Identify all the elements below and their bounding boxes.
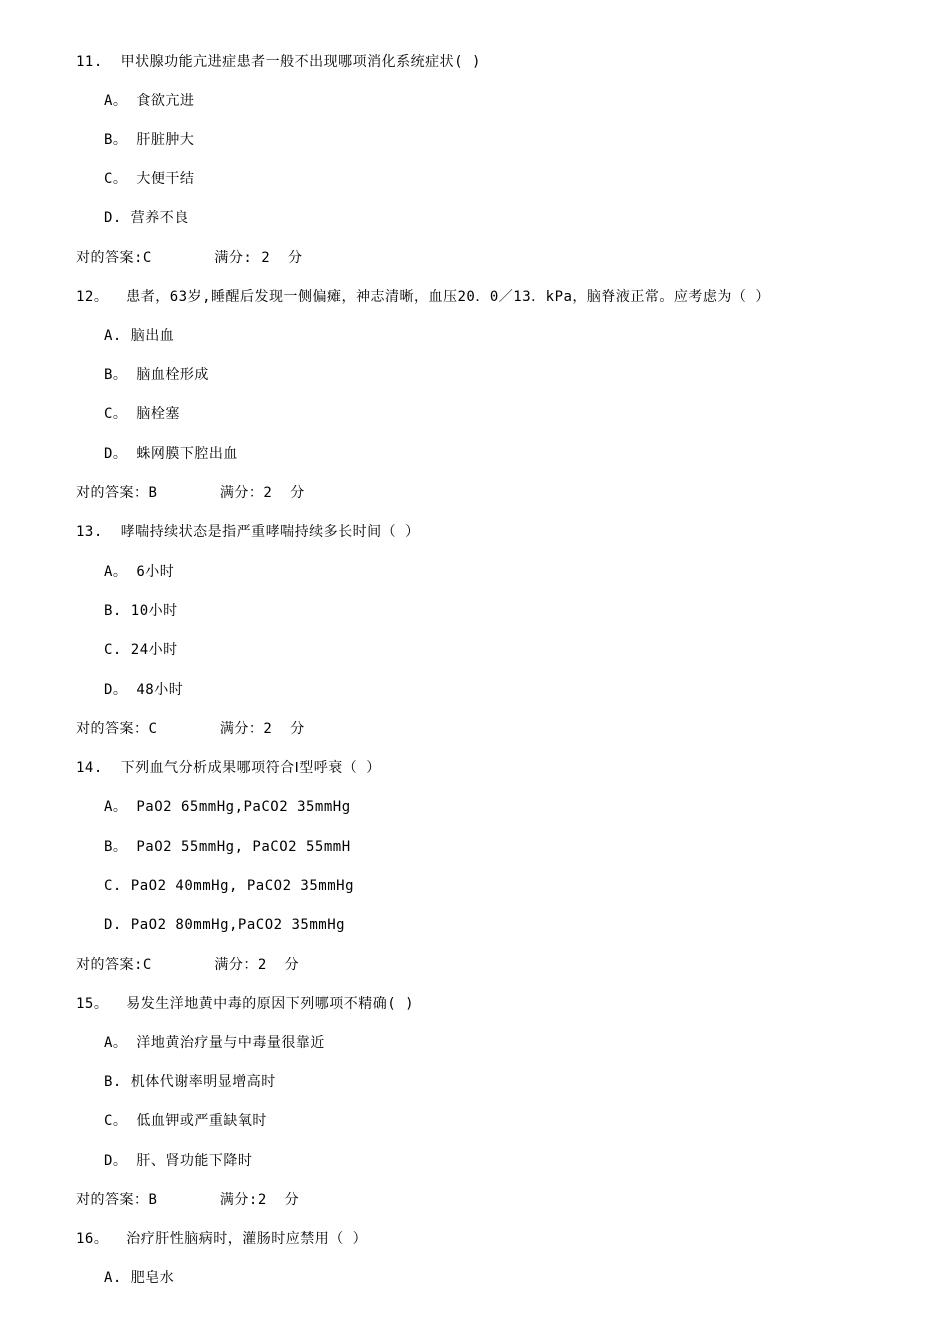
option-a: A. 肥皂水 (104, 1270, 175, 1286)
option-a: A。 洋地黄治疗量与中毒量很靠近 (104, 1035, 325, 1051)
option-a: A。 食欲亢进 (104, 93, 195, 109)
option-a: A. 脑出血 (104, 328, 175, 344)
option-d: D. 营养不良 (104, 210, 189, 226)
question-stem: 11. 甲状腺功能亢进症患者一般不出现哪项消化系统症状( ) (76, 54, 481, 70)
question-stem: 15。 易发生洋地黄中毒的原因下列哪项不精确( ) (76, 996, 414, 1012)
question-stem: 16。 治疗肝性脑病时，灌肠时应禁用（ ） (76, 1231, 368, 1247)
option-a: A。 6小时 (104, 564, 175, 580)
answer-line: 对的答案：C 满分：2 分 (76, 721, 305, 737)
option-b: B。 PaO2 55mmHg, PaCO2 55mmH (104, 839, 351, 855)
answer-line: 对的答案:C 满分：2 分 (76, 957, 300, 973)
option-b: B。 肝脏肿大 (104, 132, 195, 148)
option-b: B. 10小时 (104, 603, 178, 619)
option-c: C。 低血钾或严重缺氧时 (104, 1113, 267, 1129)
option-c: C。 脑栓塞 (104, 406, 180, 422)
question-stem: 13. 哮喘持续状态是指严重哮喘持续多长时间（ ） (76, 524, 420, 540)
option-d: D. PaO2 80mmHg,PaCO2 35mmHg (104, 917, 346, 933)
option-d: D。 48小时 (104, 682, 184, 698)
option-d: D。 肝、肾功能下降时 (104, 1153, 253, 1169)
question-stem: 14. 下列血气分析成果哪项符合Ⅰ型呼衰（ ） (76, 760, 381, 776)
option-c: C. 24小时 (104, 642, 178, 658)
question-stem: 12。 患者，63岁,睡醒后发现一侧偏瘫，神志清晰，血压20．0／13．kPa，脑脊液正常。应考虑为（ ） (76, 289, 770, 305)
option-a: A。 PaO2 65mmHg,PaCO2 35mmHg (104, 799, 351, 815)
answer-line: 对的答案：B 满分:2 分 (76, 1192, 300, 1208)
option-d: D。 蛛网膜下腔出血 (104, 446, 238, 462)
answer-line: 对的答案：B 满分：2 分 (76, 485, 305, 501)
answer-line: 对的答案:C 满分: 2 分 (76, 250, 303, 266)
option-b: B. 机体代谢率明显增高时 (104, 1074, 276, 1090)
option-b: B。 脑血栓形成 (104, 367, 209, 383)
option-c: C。 大便干结 (104, 171, 195, 187)
option-c: C. PaO2 40mmHg, PaCO2 35mmHg (104, 878, 355, 894)
